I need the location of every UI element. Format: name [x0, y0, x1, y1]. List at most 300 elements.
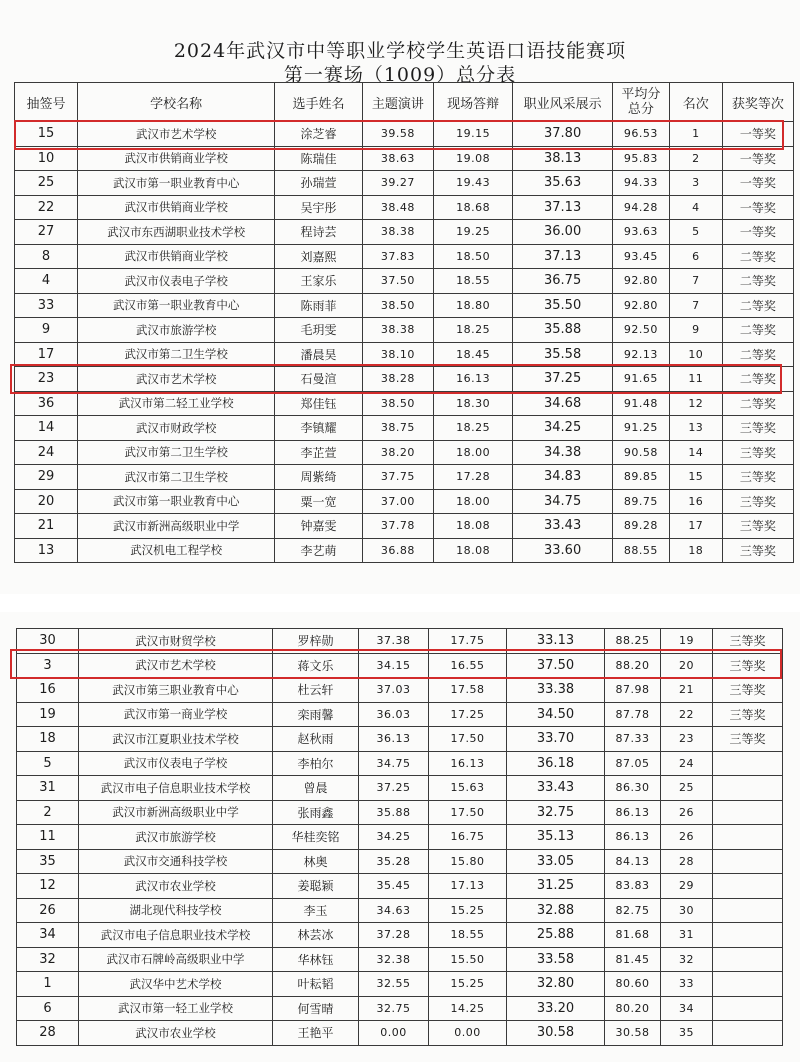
cell-speech-score: 32.75 — [359, 996, 429, 1021]
cell-contestant-name: 涂芝睿 — [275, 122, 362, 147]
table-row — [17, 727, 783, 752]
cell-average-score: 83.83 — [605, 874, 661, 899]
cell-contestant-name: 华林钰 — [273, 947, 359, 972]
cell-draw-number: 32 — [17, 947, 79, 972]
cell-award: 三等奖 — [713, 702, 783, 727]
cell-average-score: 91.65 — [612, 367, 669, 392]
cell-draw-number: 10 — [15, 146, 78, 171]
cell-average-score: 87.05 — [605, 751, 661, 776]
cell-average-score: 88.25 — [605, 629, 661, 654]
cell-qa-score: 17.25 — [429, 702, 507, 727]
cell-award: 二等奖 — [722, 244, 793, 269]
cell-presentation-score: 35.63 — [513, 171, 613, 196]
cell-qa-score: 15.25 — [429, 972, 507, 997]
cell-qa-score: 15.63 — [429, 776, 507, 801]
cell-rank: 21 — [661, 678, 713, 703]
table-row — [15, 171, 794, 196]
cell-speech-score: 32.38 — [359, 947, 429, 972]
cell-school-name: 武汉市农业学校 — [79, 874, 273, 899]
cell-school-name: 武汉市第二卫生学校 — [78, 342, 275, 367]
cell-rank: 35 — [661, 1021, 713, 1046]
cell-draw-number: 24 — [15, 440, 78, 465]
cell-average-score: 96.53 — [612, 122, 669, 147]
table-row — [17, 702, 783, 727]
cell-average-score: 91.25 — [612, 416, 669, 441]
cell-presentation-score: 36.18 — [507, 751, 605, 776]
cell-award — [713, 947, 783, 972]
cell-presentation-score: 36.75 — [513, 269, 613, 294]
cell-contestant-name: 石曼渲 — [275, 367, 362, 392]
cell-contestant-name: 何雪晴 — [273, 996, 359, 1021]
cell-school-name: 武汉市电子信息职业技术学校 — [79, 923, 273, 948]
cell-average-score: 88.20 — [605, 653, 661, 678]
cell-average-score: 90.58 — [612, 440, 669, 465]
cell-school-name: 武汉市交通科技学校 — [79, 849, 273, 874]
cell-school-name: 武汉市第一职业教育中心 — [78, 293, 275, 318]
cell-draw-number: 26 — [17, 898, 79, 923]
document-title: 2024年武汉市中等职业学校学生英语口语技能赛项 — [173, 40, 627, 62]
cell-contestant-name: 李玉 — [273, 898, 359, 923]
cell-speech-score: 36.13 — [359, 727, 429, 752]
cell-presentation-score: 35.58 — [513, 342, 613, 367]
cell-presentation-score: 34.25 — [513, 416, 613, 441]
cell-average-score: 86.13 — [605, 800, 661, 825]
cell-school-name: 湖北现代科技学校 — [79, 898, 273, 923]
cell-qa-score: 18.68 — [433, 195, 512, 220]
cell-presentation-score: 34.50 — [507, 702, 605, 727]
cell-presentation-score: 32.80 — [507, 972, 605, 997]
cell-rank: 26 — [661, 825, 713, 850]
cell-qa-score: 15.50 — [429, 947, 507, 972]
cell-draw-number: 36 — [15, 391, 78, 416]
cell-draw-number: 30 — [17, 629, 79, 654]
cell-draw-number: 21 — [15, 514, 78, 539]
cell-average-score: 94.28 — [612, 195, 669, 220]
cell-speech-score: 38.75 — [362, 416, 433, 441]
cell-average-score: 94.33 — [612, 171, 669, 196]
cell-draw-number: 1 — [17, 972, 79, 997]
cell-contestant-name: 栾雨馨 — [273, 702, 359, 727]
cell-presentation-score: 31.25 — [507, 874, 605, 899]
cell-qa-score: 17.58 — [429, 678, 507, 703]
cell-award: 二等奖 — [722, 269, 793, 294]
cell-school-name: 武汉市第一职业教育中心 — [78, 489, 275, 514]
cell-award: 三等奖 — [722, 538, 793, 563]
document-subtitle: 第一赛场（1009）总分表 — [283, 64, 517, 86]
cell-school-name: 武汉市艺术学校 — [78, 367, 275, 392]
cell-qa-score: 17.50 — [429, 800, 507, 825]
cell-draw-number: 34 — [17, 923, 79, 948]
cell-contestant-name: 李芷萱 — [275, 440, 362, 465]
cell-qa-score: 18.55 — [429, 923, 507, 948]
cell-contestant-name: 李艺萌 — [275, 538, 362, 563]
cell-rank: 14 — [669, 440, 722, 465]
cell-contestant-name: 郑佳钰 — [275, 391, 362, 416]
cell-contestant-name: 林芸冰 — [273, 923, 359, 948]
cell-speech-score: 34.25 — [359, 825, 429, 850]
cell-qa-score: 18.25 — [433, 416, 512, 441]
table-row — [17, 972, 783, 997]
cell-average-score: 87.33 — [605, 727, 661, 752]
cell-presentation-score: 34.83 — [513, 465, 613, 490]
cell-award: 一等奖 — [722, 171, 793, 196]
cell-rank: 32 — [661, 947, 713, 972]
cell-draw-number: 4 — [15, 269, 78, 294]
cell-rank: 20 — [661, 653, 713, 678]
cell-presentation-score: 33.43 — [507, 776, 605, 801]
table-row — [15, 269, 794, 294]
cell-school-name: 武汉市供销商业学校 — [78, 146, 275, 171]
cell-rank: 7 — [669, 269, 722, 294]
table-row — [15, 416, 794, 441]
cell-presentation-score: 33.43 — [513, 514, 613, 539]
cell-presentation-score: 33.70 — [507, 727, 605, 752]
cell-draw-number: 29 — [15, 465, 78, 490]
cell-draw-number: 16 — [17, 678, 79, 703]
cell-speech-score: 35.88 — [359, 800, 429, 825]
cell-qa-score: 18.25 — [433, 318, 512, 343]
cell-presentation-score: 33.58 — [507, 947, 605, 972]
table-row — [15, 465, 794, 490]
cell-school-name: 武汉市第一职业教育中心 — [78, 171, 275, 196]
cell-school-name: 武汉华中艺术学校 — [79, 972, 273, 997]
cell-school-name: 武汉市东西湖职业技术学校 — [78, 220, 275, 245]
cell-award: 二等奖 — [722, 342, 793, 367]
cell-award — [713, 898, 783, 923]
cell-speech-score: 37.50 — [362, 269, 433, 294]
cell-average-score: 81.45 — [605, 947, 661, 972]
cell-award: 三等奖 — [722, 489, 793, 514]
cell-school-name: 武汉市财政学校 — [78, 416, 275, 441]
cell-award: 一等奖 — [722, 195, 793, 220]
cell-draw-number: 18 — [17, 727, 79, 752]
cell-average-score: 92.80 — [612, 293, 669, 318]
cell-draw-number: 3 — [17, 653, 79, 678]
cell-speech-score: 39.58 — [362, 122, 433, 147]
cell-draw-number: 20 — [15, 489, 78, 514]
cell-contestant-name: 罗梓勋 — [273, 629, 359, 654]
cell-award: 三等奖 — [722, 440, 793, 465]
cell-rank: 13 — [669, 416, 722, 441]
cell-presentation-score: 37.25 — [513, 367, 613, 392]
cell-average-score: 86.30 — [605, 776, 661, 801]
cell-qa-score: 18.80 — [433, 293, 512, 318]
cell-rank: 34 — [661, 996, 713, 1021]
cell-speech-score: 38.50 — [362, 391, 433, 416]
cell-rank: 15 — [669, 465, 722, 490]
header-rank: 名次 — [669, 83, 722, 122]
header-average — [612, 83, 669, 122]
cell-draw-number: 8 — [15, 244, 78, 269]
cell-qa-score: 15.80 — [429, 849, 507, 874]
cell-contestant-name: 孙瑞萱 — [275, 171, 362, 196]
cell-award: 三等奖 — [722, 416, 793, 441]
cell-qa-score: 14.25 — [429, 996, 507, 1021]
page-gap — [0, 594, 800, 612]
cell-qa-score: 17.13 — [429, 874, 507, 899]
cell-speech-score: 34.63 — [359, 898, 429, 923]
cell-draw-number: 33 — [15, 293, 78, 318]
header-total-label: 总分 — [627, 102, 654, 117]
cell-speech-score: 38.50 — [362, 293, 433, 318]
cell-school-name: 武汉市江夏职业技术学校 — [79, 727, 273, 752]
cell-contestant-name: 赵秋雨 — [273, 727, 359, 752]
cell-qa-score: 19.08 — [433, 146, 512, 171]
cell-draw-number: 23 — [15, 367, 78, 392]
cell-presentation-score: 34.75 — [513, 489, 613, 514]
cell-draw-number: 35 — [17, 849, 79, 874]
cell-presentation-score: 35.13 — [507, 825, 605, 850]
cell-presentation-score: 36.00 — [513, 220, 613, 245]
cell-qa-score: 16.13 — [429, 751, 507, 776]
cell-school-name: 武汉市电子信息职业技术学校 — [79, 776, 273, 801]
cell-contestant-name: 王家乐 — [275, 269, 362, 294]
cell-qa-score: 16.13 — [433, 367, 512, 392]
cell-rank: 22 — [661, 702, 713, 727]
cell-qa-score: 17.75 — [429, 629, 507, 654]
cell-presentation-score: 35.88 — [513, 318, 613, 343]
cell-award — [713, 825, 783, 850]
cell-speech-score: 39.27 — [362, 171, 433, 196]
table-row — [15, 293, 794, 318]
cell-presentation-score: 34.38 — [513, 440, 613, 465]
table-row — [17, 898, 783, 923]
cell-speech-score: 36.88 — [362, 538, 433, 563]
cell-speech-score: 37.38 — [359, 629, 429, 654]
cell-speech-score: 38.63 — [362, 146, 433, 171]
table-row — [17, 629, 783, 654]
cell-presentation-score: 25.88 — [507, 923, 605, 948]
table-row — [15, 244, 794, 269]
cell-rank: 17 — [669, 514, 722, 539]
cell-rank: 31 — [661, 923, 713, 948]
cell-award — [713, 874, 783, 899]
cell-speech-score: 37.75 — [362, 465, 433, 490]
table-header-row — [15, 83, 794, 122]
cell-contestant-name: 姜聪颖 — [273, 874, 359, 899]
cell-rank: 3 — [669, 171, 722, 196]
table-row — [15, 220, 794, 245]
cell-contestant-name: 林奥 — [273, 849, 359, 874]
header-draw-number: 抽签号 — [15, 83, 78, 122]
cell-rank: 9 — [669, 318, 722, 343]
cell-contestant-name: 华桂奕铭 — [273, 825, 359, 850]
cell-presentation-score: 33.38 — [507, 678, 605, 703]
cell-average-score: 86.13 — [605, 825, 661, 850]
cell-qa-score: 19.25 — [433, 220, 512, 245]
cell-average-score: 92.13 — [612, 342, 669, 367]
cell-contestant-name: 蒋文乐 — [273, 653, 359, 678]
cell-average-score: 89.75 — [612, 489, 669, 514]
table-row — [17, 947, 783, 972]
table-row — [17, 923, 783, 948]
cell-school-name: 武汉市艺术学校 — [78, 122, 275, 147]
cell-presentation-score: 37.13 — [513, 195, 613, 220]
cell-qa-score: 18.55 — [433, 269, 512, 294]
cell-speech-score: 38.38 — [362, 318, 433, 343]
cell-draw-number: 27 — [15, 220, 78, 245]
cell-award: 二等奖 — [722, 391, 793, 416]
cell-speech-score: 38.38 — [362, 220, 433, 245]
header-presentation: 职业风采展示 — [513, 83, 613, 122]
cell-speech-score: 38.10 — [362, 342, 433, 367]
cell-school-name: 武汉市供销商业学校 — [78, 244, 275, 269]
cell-rank: 6 — [669, 244, 722, 269]
table-row — [17, 776, 783, 801]
cell-contestant-name: 粟一宽 — [275, 489, 362, 514]
cell-qa-score: 16.55 — [429, 653, 507, 678]
cell-school-name: 武汉市第一轻工业学校 — [79, 996, 273, 1021]
cell-school-name: 武汉市供销商业学校 — [78, 195, 275, 220]
cell-presentation-score: 38.13 — [513, 146, 613, 171]
cell-qa-score: 18.08 — [433, 538, 512, 563]
table-row — [15, 318, 794, 343]
cell-average-score: 91.48 — [612, 391, 669, 416]
cell-presentation-score: 35.50 — [513, 293, 613, 318]
cell-speech-score: 32.55 — [359, 972, 429, 997]
cell-school-name: 武汉市旅游学校 — [79, 825, 273, 850]
cell-speech-score: 37.00 — [362, 489, 433, 514]
cell-award: 一等奖 — [722, 220, 793, 245]
cell-contestant-name: 钟嘉雯 — [275, 514, 362, 539]
table-row — [17, 849, 783, 874]
table-row — [17, 996, 783, 1021]
cell-speech-score: 38.48 — [362, 195, 433, 220]
cell-average-score: 95.83 — [612, 146, 669, 171]
cell-qa-score: 15.25 — [429, 898, 507, 923]
table-row — [15, 440, 794, 465]
cell-speech-score: 37.03 — [359, 678, 429, 703]
cell-presentation-score: 37.50 — [507, 653, 605, 678]
cell-presentation-score: 37.13 — [513, 244, 613, 269]
cell-rank: 11 — [669, 367, 722, 392]
cell-average-score: 80.60 — [605, 972, 661, 997]
table-row — [15, 146, 794, 171]
table-row — [17, 678, 783, 703]
header-speech: 主题演讲 — [362, 83, 433, 122]
cell-school-name: 武汉市石牌岭高级职业中学 — [79, 947, 273, 972]
table-row — [15, 489, 794, 514]
table-row — [17, 825, 783, 850]
cell-award: 三等奖 — [722, 465, 793, 490]
cell-school-name: 武汉市第三职业教育中心 — [79, 678, 273, 703]
cell-award: 三等奖 — [713, 727, 783, 752]
cell-school-name: 武汉市新洲高级职业中学 — [79, 800, 273, 825]
cell-award — [713, 996, 783, 1021]
cell-average-score: 89.28 — [612, 514, 669, 539]
cell-rank: 4 — [669, 195, 722, 220]
cell-contestant-name: 毛玥雯 — [275, 318, 362, 343]
cell-rank: 28 — [661, 849, 713, 874]
cell-rank: 10 — [669, 342, 722, 367]
cell-contestant-name: 李柏尔 — [273, 751, 359, 776]
cell-average-score: 87.98 — [605, 678, 661, 703]
cell-rank: 1 — [669, 122, 722, 147]
cell-draw-number: 15 — [15, 122, 78, 147]
cell-average-score: 93.63 — [612, 220, 669, 245]
cell-average-score: 92.50 — [612, 318, 669, 343]
cell-draw-number: 5 — [17, 751, 79, 776]
cell-contestant-name: 陈雨菲 — [275, 293, 362, 318]
cell-award: 三等奖 — [713, 653, 783, 678]
header-qa: 现场答辩 — [433, 83, 512, 122]
cell-qa-score: 16.75 — [429, 825, 507, 850]
cell-contestant-name: 刘嘉熙 — [275, 244, 362, 269]
cell-rank: 16 — [669, 489, 722, 514]
cell-contestant-name: 杜云轩 — [273, 678, 359, 703]
cell-presentation-score: 37.80 — [513, 122, 613, 147]
cell-rank: 29 — [661, 874, 713, 899]
cell-school-name: 武汉市艺术学校 — [79, 653, 273, 678]
table-row — [15, 122, 794, 147]
cell-rank: 2 — [669, 146, 722, 171]
cell-award — [713, 751, 783, 776]
cell-rank: 25 — [661, 776, 713, 801]
table-row — [17, 653, 783, 678]
cell-draw-number: 9 — [15, 318, 78, 343]
cell-speech-score: 0.00 — [359, 1021, 429, 1046]
score-table-page-1 — [14, 82, 794, 563]
table-row — [15, 514, 794, 539]
cell-school-name: 武汉市仪表电子学校 — [78, 269, 275, 294]
cell-speech-score: 36.03 — [359, 702, 429, 727]
cell-qa-score: 18.00 — [433, 440, 512, 465]
cell-rank: 30 — [661, 898, 713, 923]
header-school-name: 学校名称 — [78, 83, 275, 122]
cell-qa-score: 17.28 — [433, 465, 512, 490]
cell-draw-number: 11 — [17, 825, 79, 850]
cell-speech-score: 35.28 — [359, 849, 429, 874]
cell-school-name: 武汉机电工程学校 — [78, 538, 275, 563]
cell-presentation-score: 33.60 — [513, 538, 613, 563]
cell-award: 二等奖 — [722, 367, 793, 392]
cell-contestant-name: 曾晨 — [273, 776, 359, 801]
cell-qa-score: 19.43 — [433, 171, 512, 196]
cell-rank: 33 — [661, 972, 713, 997]
cell-draw-number: 22 — [15, 195, 78, 220]
cell-rank: 18 — [669, 538, 722, 563]
table-row — [15, 367, 794, 392]
cell-average-score: 81.68 — [605, 923, 661, 948]
cell-award — [713, 849, 783, 874]
cell-draw-number: 2 — [17, 800, 79, 825]
cell-qa-score: 19.15 — [433, 122, 512, 147]
cell-contestant-name: 李镇耀 — [275, 416, 362, 441]
cell-average-score: 84.13 — [605, 849, 661, 874]
cell-award: 三等奖 — [713, 629, 783, 654]
cell-speech-score: 34.15 — [359, 653, 429, 678]
cell-draw-number: 28 — [17, 1021, 79, 1046]
cell-school-name: 武汉市第二轻工业学校 — [78, 391, 275, 416]
cell-rank: 24 — [661, 751, 713, 776]
cell-school-name: 武汉市农业学校 — [79, 1021, 273, 1046]
cell-average-score: 89.85 — [612, 465, 669, 490]
cell-school-name: 武汉市第二卫生学校 — [78, 440, 275, 465]
table-row — [17, 1021, 783, 1046]
cell-qa-score: 18.00 — [433, 489, 512, 514]
cell-qa-score: 18.08 — [433, 514, 512, 539]
cell-contestant-name: 叶耘韬 — [273, 972, 359, 997]
cell-school-name: 武汉市旅游学校 — [78, 318, 275, 343]
cell-award — [713, 923, 783, 948]
cell-draw-number: 25 — [15, 171, 78, 196]
header-average-label: 平均分 — [621, 87, 661, 102]
cell-award: 一等奖 — [722, 122, 793, 147]
cell-draw-number: 31 — [17, 776, 79, 801]
cell-draw-number: 14 — [15, 416, 78, 441]
table-row — [15, 342, 794, 367]
cell-average-score: 82.75 — [605, 898, 661, 923]
